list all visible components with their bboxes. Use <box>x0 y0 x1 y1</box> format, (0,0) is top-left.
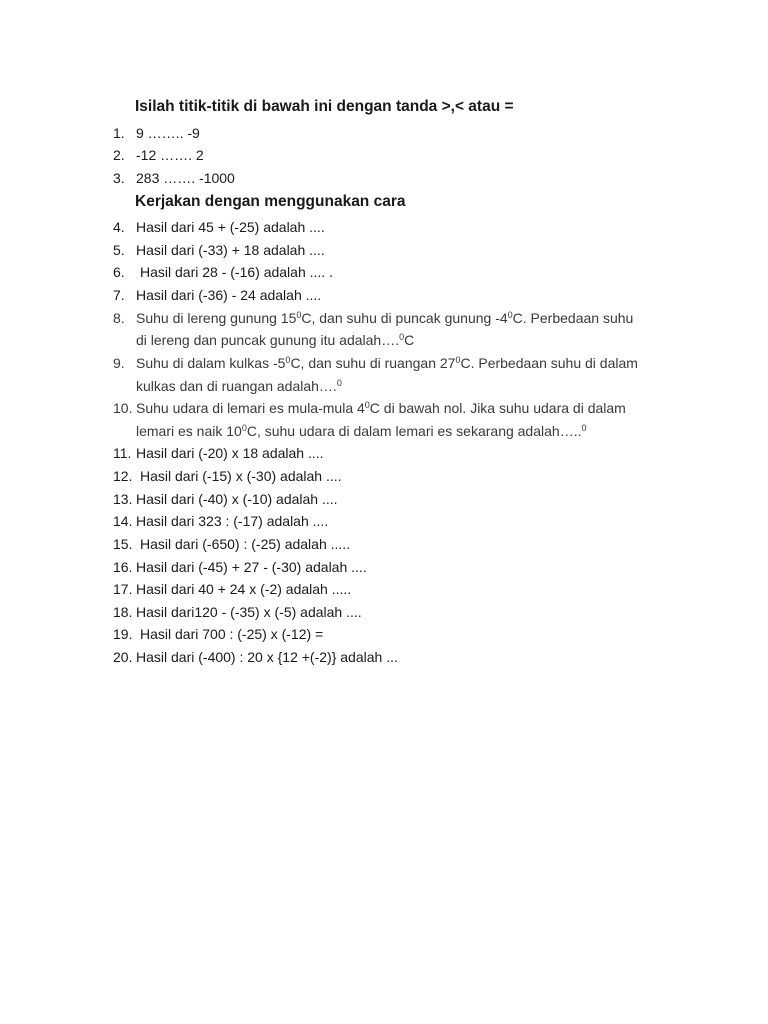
question-9-continued <box>0 375 768 397</box>
question-4 <box>0 216 768 238</box>
question-text: Hasil dari 323 : (-17) adalah .... <box>136 513 329 529</box>
degree-superscript: 0 <box>364 400 370 410</box>
question-number: 15. <box>113 536 133 552</box>
question-10 <box>0 397 768 419</box>
question-text: Suhu udara di lemari es mula-mula $4^0C$ di bawah nol. Jika suhu udara di dalam <box>136 400 626 416</box>
question-text: kulkas dan di ruangan adalah….$^0$ <box>136 378 342 394</box>
question-text: Hasil dari 40 + 24 x (-2) adalah ..... <box>136 581 352 597</box>
question-19 <box>0 623 768 645</box>
question-number: 12. <box>113 468 133 484</box>
question-text: Hasil dari (-400) : 20 x {12 +(-2)} adalah ... <box>136 649 398 665</box>
question-7 <box>0 284 768 306</box>
question-number: 10. <box>113 400 133 416</box>
question-text: Hasil dari120 - (-35) x (-5) adalah .... <box>136 604 362 620</box>
question-text: Hasil dari (-650) : (-25) adalah ..... <box>140 536 351 552</box>
question-number: 3. <box>113 170 125 186</box>
question-16 <box>0 556 768 578</box>
question-9 <box>0 352 768 374</box>
question-12 <box>0 465 768 487</box>
question-5 <box>0 239 768 261</box>
question-number: 17. <box>113 581 133 597</box>
degree-superscript: 0 <box>581 423 587 433</box>
question-10-continued <box>0 420 768 442</box>
question-text: Suhu di dalam kulkas $-5^0C$, dan suhu di ruangan $27^0C$. Perbedaan suhu di dalam <box>136 355 638 371</box>
question-number: 1. <box>113 125 125 141</box>
question-8 <box>0 307 768 329</box>
question-number: 11. <box>113 445 132 461</box>
question-text: 283 ……. -1000 <box>136 170 235 186</box>
degree-superscript: 0 <box>296 310 302 320</box>
degree-superscript: 0 <box>241 423 247 433</box>
question-text: Hasil dari (-45) + 27 - (-30) adalah .... <box>136 559 367 575</box>
question-1 <box>0 122 768 144</box>
degree-superscript: 0 <box>507 310 513 320</box>
question-8-continued <box>0 329 768 351</box>
question-2 <box>0 144 768 166</box>
question-number: 18. <box>113 604 133 620</box>
question-11 <box>0 442 768 464</box>
question-text: Hasil dari (-33) + 18 adalah .... <box>136 242 325 258</box>
question-text: Hasil dari 45 + (-25) adalah .... <box>136 219 325 235</box>
question-text: 9 …….. -9 <box>136 125 200 141</box>
degree-superscript: 0 <box>336 378 342 388</box>
question-number: 4. <box>113 219 125 235</box>
question-text: Hasil dari 700 : (-25) x (-12) = <box>140 626 324 642</box>
question-text: Hasil dari 28 - (-16) adalah .... . <box>140 264 333 280</box>
question-number: 7. <box>113 287 125 303</box>
question-number: 9. <box>113 355 125 371</box>
question-17 <box>0 578 768 600</box>
question-text: lemari es naik $10^0C$, suhu udara di dalam lemari es sekarang adalah…..$^0$ <box>136 423 587 439</box>
question-number: 14. <box>113 513 133 529</box>
question-number: 20. <box>113 649 133 665</box>
question-15 <box>0 533 768 555</box>
question-number: 5. <box>113 242 125 258</box>
question-18 <box>0 601 768 623</box>
question-20 <box>0 646 768 668</box>
question-text: Hasil dari (-36) - 24 adalah .... <box>136 287 322 303</box>
section-heading-comparison: Isilah titik-titik di bawah ini dengan tanda >,< atau = <box>135 98 514 115</box>
degree-superscript: 0 <box>399 332 405 342</box>
question-number: 19. <box>113 626 133 642</box>
question-text: di lereng dan puncak gunung itu adalah….$^0$C <box>136 332 415 348</box>
question-3 <box>0 167 768 189</box>
degree-superscript: 0 <box>285 355 291 365</box>
question-text: Hasil dari (-15) x (-30) adalah .... <box>140 468 342 484</box>
question-14 <box>0 510 768 532</box>
question-number: 6. <box>113 264 125 280</box>
question-text: -12 ……. 2 <box>136 147 204 163</box>
degree-superscript: 0 <box>455 355 461 365</box>
question-number: 8. <box>113 310 125 326</box>
question-6 <box>0 261 768 283</box>
question-text: Suhu di lereng gunung $15^0C$, dan suhu di puncak gunung $-4^0C$. Perbedaan suhu <box>136 310 634 326</box>
question-13 <box>0 488 768 510</box>
question-number: 13. <box>113 491 133 507</box>
section-heading-calculation: Kerjakan dengan menggunakan cara <box>135 193 406 210</box>
question-text: Hasil dari (-20) x 18 adalah .... <box>136 445 324 461</box>
question-number: 16. <box>113 559 133 575</box>
question-number: 2. <box>113 147 125 163</box>
question-text: Hasil dari (-40) x (-10) adalah .... <box>136 491 338 507</box>
